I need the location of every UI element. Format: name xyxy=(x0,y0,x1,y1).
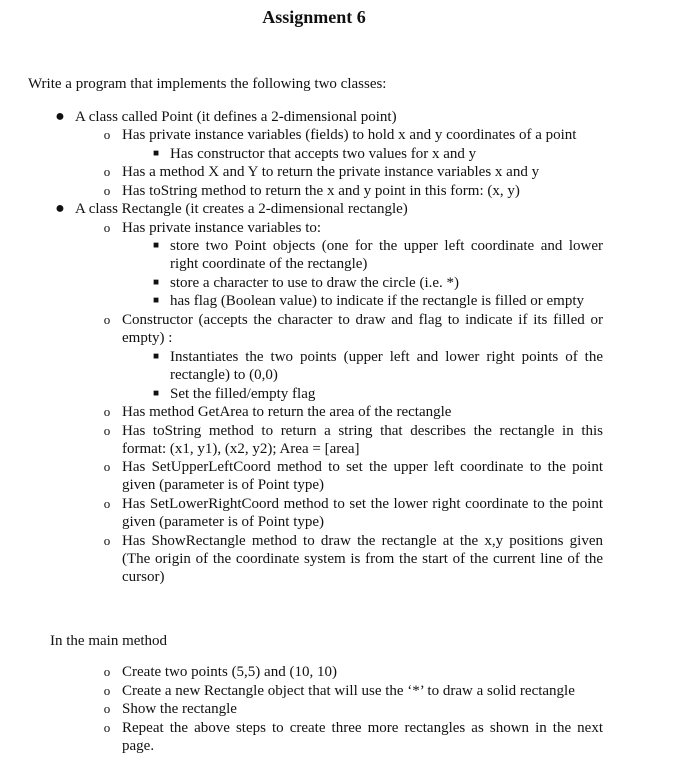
list-item-rect-setupper xyxy=(103,458,603,494)
circle-bullet-icon: o xyxy=(103,164,111,179)
list-item-rect-ctor-flag xyxy=(152,385,603,403)
list-item-text: Has ShowRectangle method to draw the rectangle at the x,y positions given (The origin of the coordinate system is from the start of the current line of the cursor) xyxy=(122,533,603,585)
square-bullet-icon: ■ xyxy=(152,277,160,288)
square-bullet-icon: ■ xyxy=(152,351,160,362)
circle-bullet-icon: o xyxy=(103,220,111,235)
list-item-point-fields xyxy=(103,126,603,144)
list-item-text: Has private instance variables to: xyxy=(122,220,322,236)
list-item-text: Has toString method to return the x and y point in this form: (x, y) xyxy=(122,183,520,199)
list-item-rect-show xyxy=(103,532,603,586)
list-item-main-step xyxy=(103,719,603,755)
list-item-text: Has toString method to return a string that describes the rectangle in this format: (x1, y1), (x2, y2); Area = [area] xyxy=(122,423,603,457)
list-item-rect-tostring xyxy=(103,422,603,458)
square-bullet-icon: ■ xyxy=(152,388,160,399)
list-item-text: Repeat the above steps to create three more rectangles as shown in the next page. xyxy=(122,720,603,754)
list-item-text: Has SetUpperLeftCoord method to set the upper left coordinate to the point given (parameter is of Point type) xyxy=(122,459,603,493)
list-item-text: Has a method X and Y to return the private instance variables x and y xyxy=(122,164,540,180)
list-item-rect-constructor xyxy=(103,311,603,347)
list-item-text: Has method GetArea to return the area of the rectangle xyxy=(122,404,452,420)
circle-bullet-icon: o xyxy=(103,404,111,419)
list-item-text: Has SetLowerRightCoord method to set the lower right coordinate to the point given (parameter is of Point type) xyxy=(122,496,603,530)
square-bullet-icon: ■ xyxy=(152,295,160,306)
circle-bullet-icon: o xyxy=(103,183,111,198)
list-item-rect-class xyxy=(55,200,605,218)
list-item-rect-field-char xyxy=(152,274,603,292)
list-item-rect-field-points xyxy=(152,237,603,273)
list-item-rect-setlower xyxy=(103,495,603,531)
list-item-point-constructor xyxy=(152,145,603,163)
assignment-title: Assignment 6 xyxy=(262,7,366,27)
circle-bullet-icon: o xyxy=(103,496,111,511)
list-item-rect-ctor-points xyxy=(152,348,603,384)
list-item-text: Constructor (accepts the character to draw and flag to indicate if its filled or empty) : xyxy=(122,312,603,346)
circle-bullet-icon: o xyxy=(103,423,111,438)
bullet-icon: ● xyxy=(55,108,65,125)
square-bullet-icon: ■ xyxy=(152,148,160,159)
square-bullet-icon: ■ xyxy=(152,240,160,251)
list-item-main-step xyxy=(103,663,603,681)
list-item-rect-getarea xyxy=(103,403,603,421)
circle-bullet-icon: o xyxy=(103,533,111,548)
circle-bullet-icon: o xyxy=(103,127,111,142)
circle-bullet-icon: o xyxy=(103,701,111,716)
circle-bullet-icon: o xyxy=(103,664,111,679)
circle-bullet-icon: o xyxy=(103,720,111,735)
list-item-main-step xyxy=(103,700,603,718)
list-item-main-step xyxy=(103,682,603,700)
list-item-text: has flag (Boolean value) to indicate if the rectangle is filled or empty xyxy=(170,293,585,309)
list-item-text: Create a new Rectangle object that will use the ‘*’ to draw a solid rectangle xyxy=(122,683,575,699)
list-item-text: Create two points (5,5) and (10, 10) xyxy=(122,664,337,680)
circle-bullet-icon: o xyxy=(103,459,111,474)
list-item-point-class xyxy=(55,108,605,126)
list-item-point-tostring xyxy=(103,182,603,200)
circle-bullet-icon: o xyxy=(103,683,111,698)
list-item-text: Show the rectangle xyxy=(122,701,237,717)
list-item-rect-fields xyxy=(103,219,603,237)
list-item-text: store a character to use to draw the circle (i.e. *) xyxy=(170,275,460,291)
list-item-text: A class Rectangle (it creates a 2-dimensional rectangle) xyxy=(75,201,408,217)
bullet-icon: ● xyxy=(55,200,65,217)
main-method-heading: In the main method xyxy=(50,633,168,649)
list-item-point-methods xyxy=(103,163,603,181)
list-item-text: Instantiates the two points (upper left and lower right points of the rectangle) to (0,0) xyxy=(170,349,603,383)
list-item-text: Has private instance variables (fields) to hold x and y coordinates of a point xyxy=(122,127,577,143)
list-item-text: store two Point objects (one for the upper left coordinate and lower right coordinate of the rectangle) xyxy=(170,238,603,272)
intro-text: Write a program that implements the following two classes: xyxy=(28,76,387,92)
list-item-text: A class called Point (it defines a 2-dimensional point) xyxy=(75,109,397,125)
list-item-text: Has constructor that accepts two values for x and y xyxy=(170,146,477,162)
list-item-text: Set the filled/empty flag xyxy=(170,386,316,402)
list-item-rect-field-flag xyxy=(152,292,603,310)
circle-bullet-icon: o xyxy=(103,312,111,327)
